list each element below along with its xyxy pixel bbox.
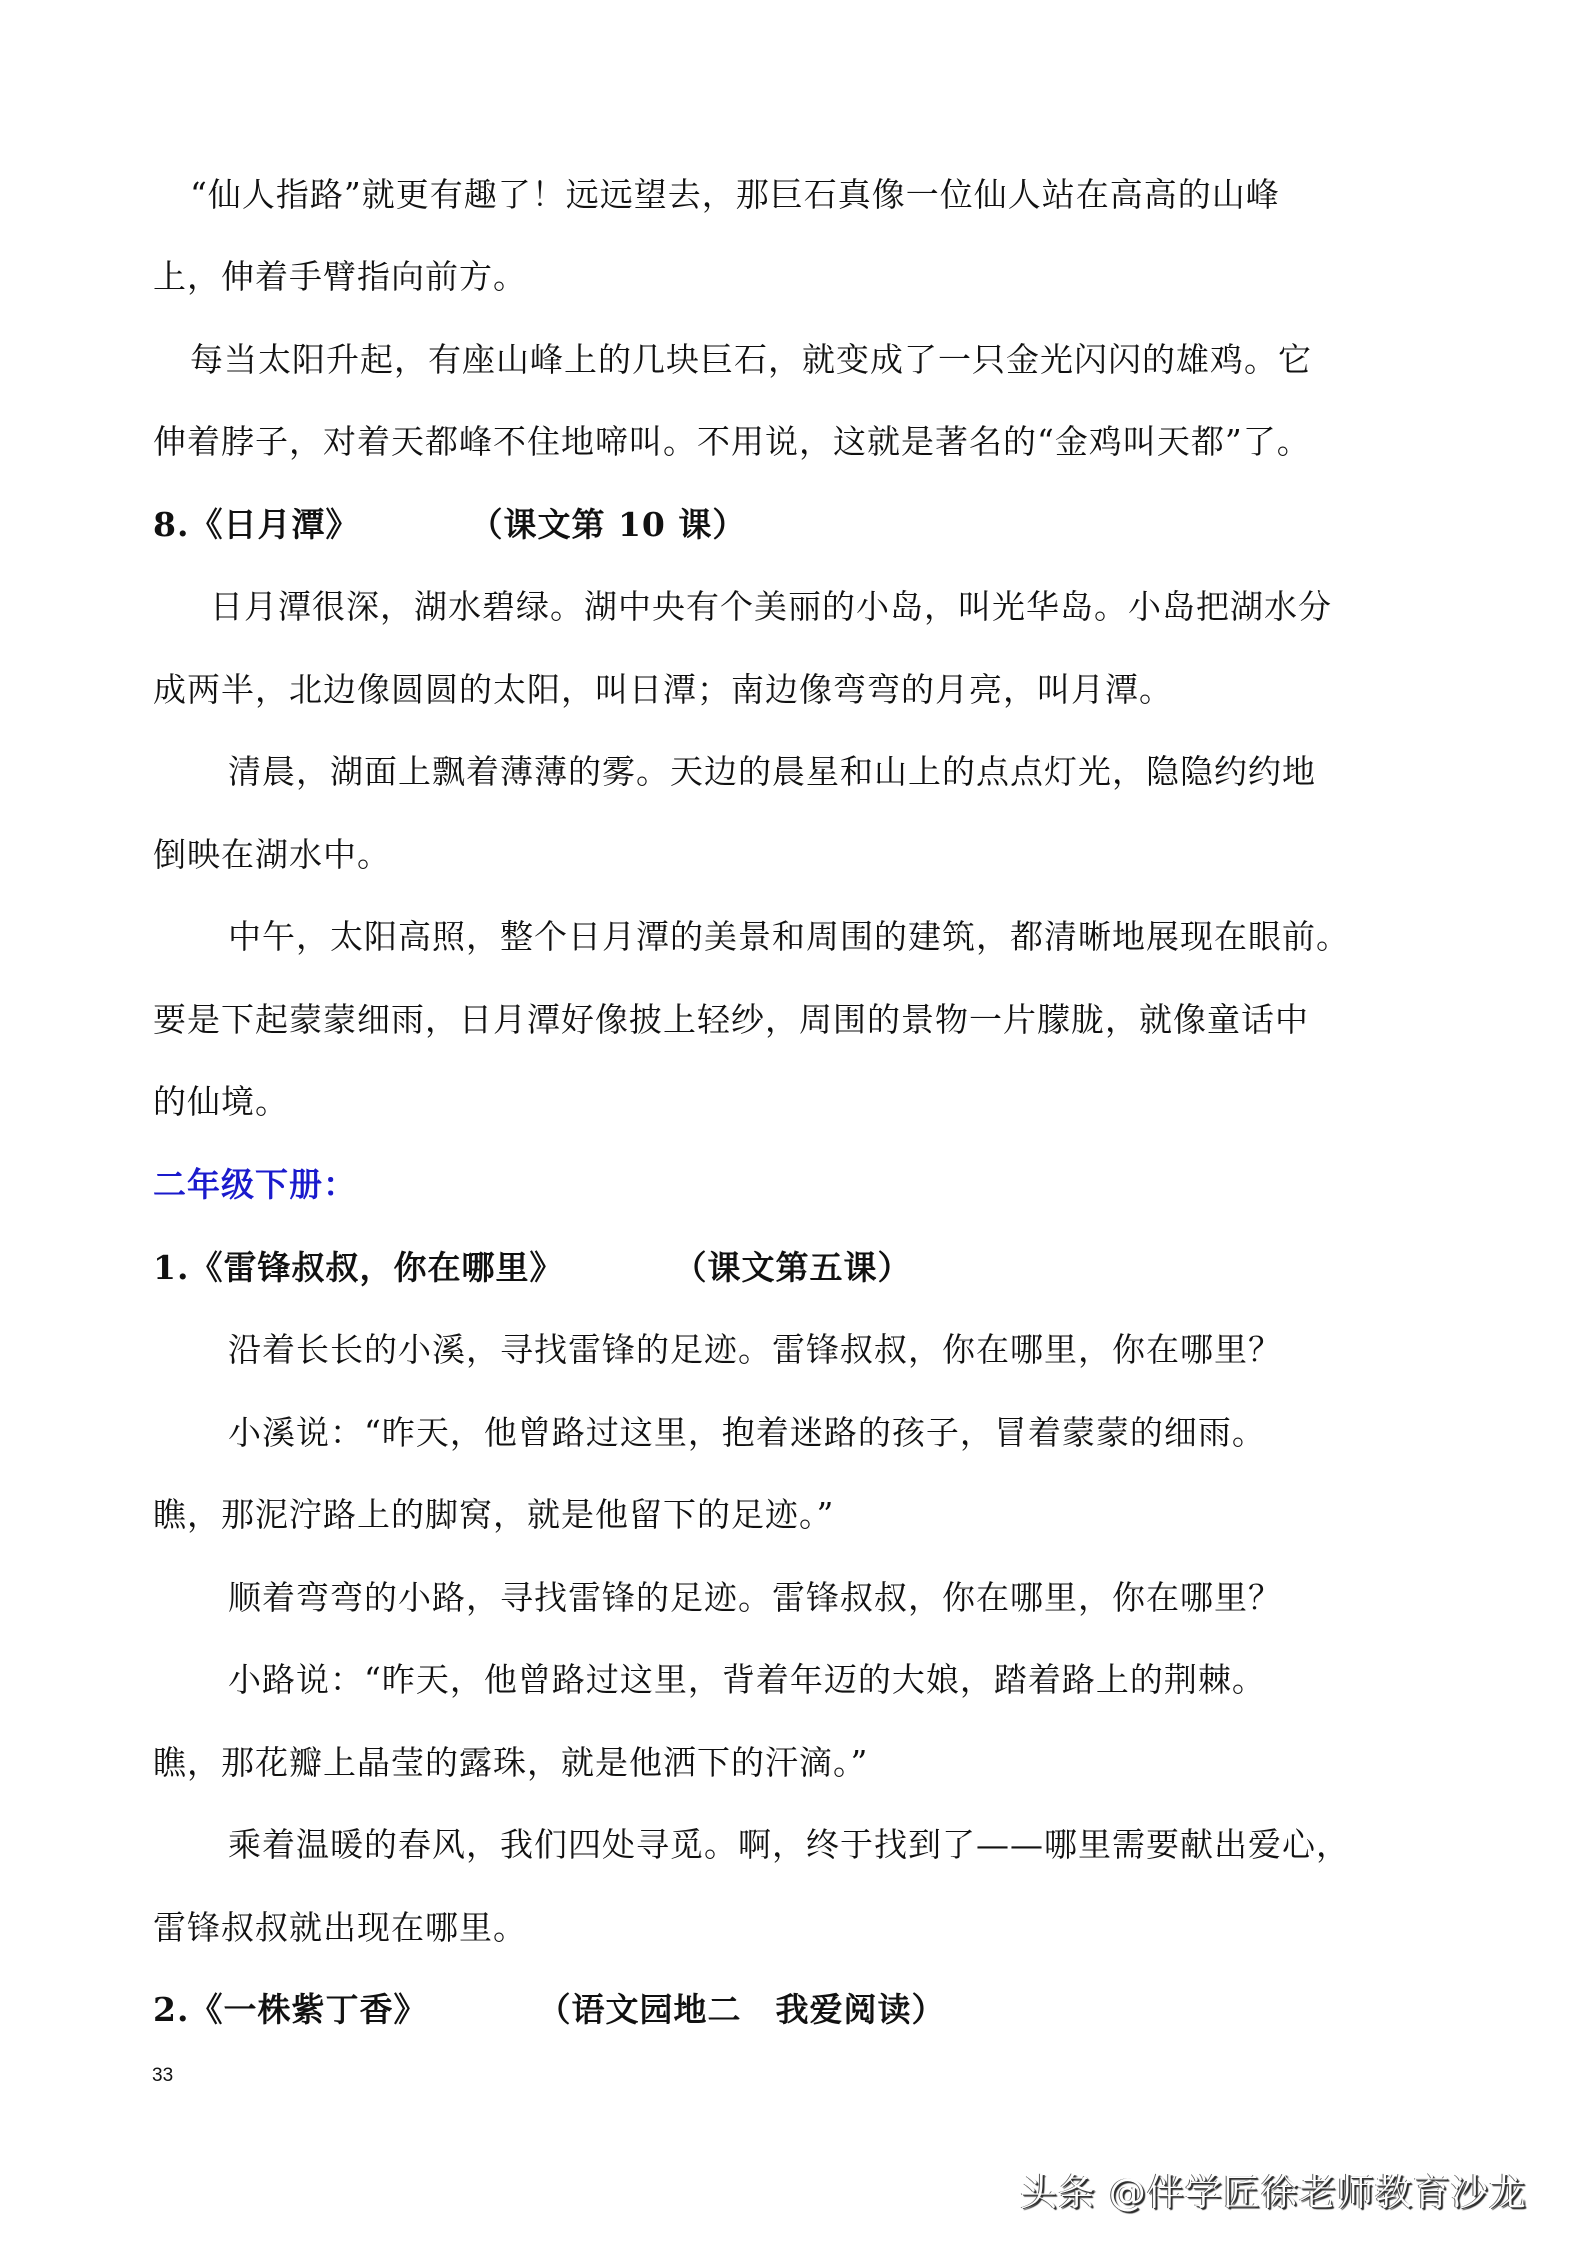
lesson-source: （课文第五课） <box>673 1248 912 1287</box>
paragraph-line: 小路说：“昨天，他曾路过这里，背着年迈的大娘，踏着路上的荆棘。 <box>228 1660 1266 1699</box>
paragraph-line: 顺着弯弯的小路，寻找雷锋的足迹。雷锋叔叔，你在哪里，你在哪里？ <box>228 1578 1282 1617</box>
paragraph-line: 的仙境。 <box>153 1082 289 1121</box>
paragraph-line: 小溪说：“昨天，他曾路过这里，抱着迷路的孩子，冒着蒙蒙的细雨。 <box>228 1413 1266 1452</box>
paragraph-line: 日月潭很深，湖水碧绿。湖中央有个美丽的小岛，叫光华岛。小岛把湖水分 <box>210 587 1332 626</box>
paragraph-line: 雷锋叔叔就出现在哪里。 <box>153 1908 527 1947</box>
paragraph-line: 上，伸着手臂指向前方。 <box>153 257 527 296</box>
paragraph-line: 瞧，那花瓣上晶莹的露珠，就是他洒下的汗滴。” <box>153 1743 869 1782</box>
paragraph-line: 伸着脖子，对着天都峰不住地啼叫。不用说，这就是著名的“金鸡叫天都”了。 <box>153 422 1311 461</box>
lesson-source: （课文第 10 课） <box>469 505 747 544</box>
paragraph-line: 每当太阳升起，有座山峰上的几块巨石，就变成了一只金光闪闪的雄鸡。它 <box>190 340 1312 379</box>
paragraph-line: 中午，太阳高照，整个日月潭的美景和周围的建筑，都清晰地展现在眼前。 <box>228 917 1350 956</box>
lesson-source: （语文园地二 我爱阅读） <box>537 1990 946 2029</box>
paragraph-line: 瞧，那泥泞路上的脚窝，就是他留下的足迹。” <box>153 1495 835 1534</box>
lesson-title-text: 2.《一株紫丁香》 <box>153 1990 428 2029</box>
paragraph-line: 沿着长长的小溪，寻找雷锋的足迹。雷锋叔叔，你在哪里，你在哪里？ <box>228 1330 1282 1369</box>
page-number: 33 <box>152 2065 174 2086</box>
lesson-title-text: 1.《雷锋叔叔，你在哪里》 <box>153 1248 564 1287</box>
section-heading: 二年级下册： <box>153 1165 357 1204</box>
paragraph-line: 乘着温暖的春风，我们四处寻觅。啊，终于找到了——哪里需要献出爱心， <box>228 1825 1350 1864</box>
lesson-title-8 <box>153 505 746 545</box>
paragraph-line: 倒映在湖水中。 <box>153 835 391 874</box>
lesson-title-text: 8.《日月潭》 <box>153 505 360 544</box>
paragraph-line: “仙人指路”就更有趣了！远远望去，那巨石真像一位仙人站在高高的山峰 <box>190 175 1280 214</box>
watermark: 头条 @伴学匠徐老师教育沙龙 <box>1020 2171 1527 2214</box>
lesson-title-2 <box>153 1990 945 2030</box>
lesson-title-1 <box>153 1248 911 1288</box>
paragraph-line: 成两半，北边像圆圆的太阳，叫日潭；南边像弯弯的月亮，叫月潭。 <box>153 670 1173 709</box>
paragraph-line: 清晨，湖面上飘着薄薄的雾。天边的晨星和山上的点点灯光，隐隐约约地 <box>228 752 1316 791</box>
paragraph-line: 要是下起蒙蒙细雨，日月潭好像披上轻纱，周围的景物一片朦胧，就像童话中 <box>153 1000 1309 1039</box>
